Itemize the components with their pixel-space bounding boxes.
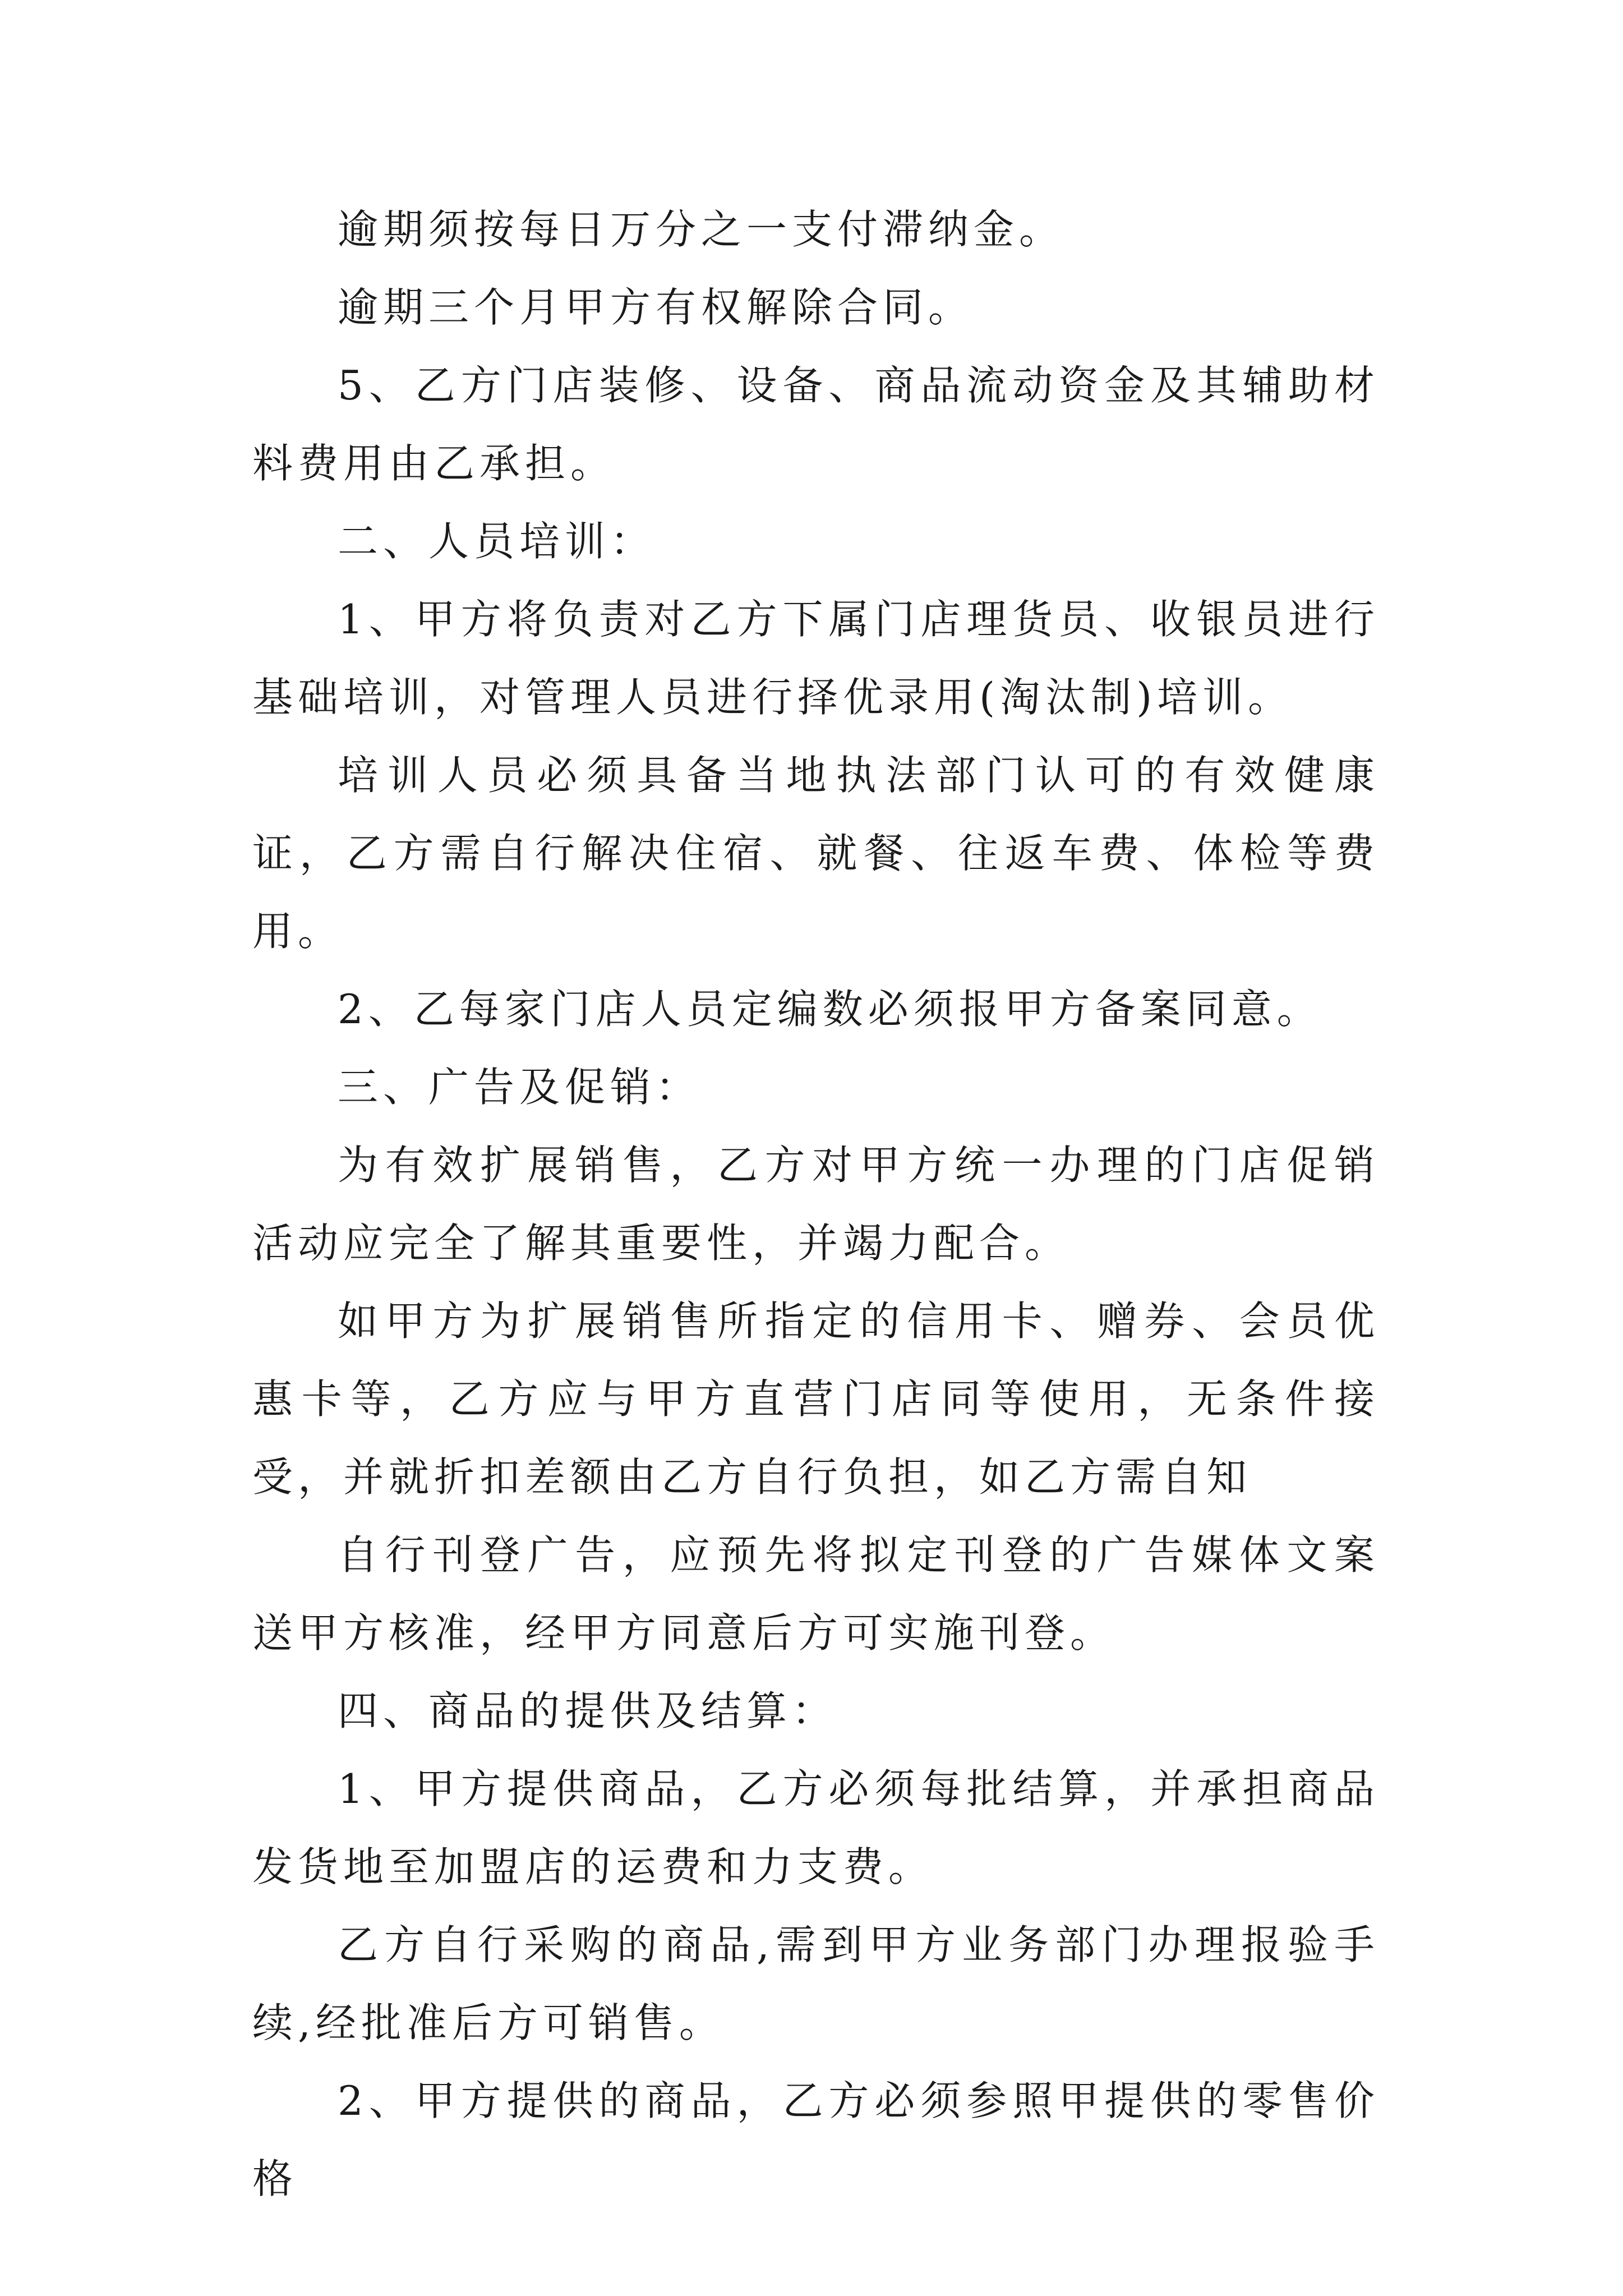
paragraph-training-1: 1、甲方将负责对乙方下属门店理货员、收银员进行基础培训，对管理人员进行择优录用(淘汰制)培训。 (252, 596, 1380, 721)
paragraph-termination: 逾期三个月甲方有权解除合同。 (338, 284, 974, 331)
section-heading-advertising: 三、广告及促销： (338, 1064, 702, 1111)
paragraph-self-purchase: 乙方自行采购的商品,需到甲方业务部门办理报验手续,经批准后方可销售。 (252, 1921, 1380, 2046)
section-heading-training: 二、人员培训： (338, 518, 656, 565)
paragraph-staffing: 2、乙每家门店人员定编数必须报甲方备案同意。 (338, 986, 1322, 1033)
section-heading-goods-settlement: 四、商品的提供及结算： (338, 1687, 838, 1734)
paragraph-late-fee: 逾期须按每日万分之一支付滞纳金。 (338, 206, 1065, 253)
paragraph-health-certificate: 培训人员必须具备当地执法部门认可的有效健康证，乙方需自行解决住宿、就餐、往返车费、体检等费用。 (252, 752, 1380, 955)
paragraph-discount-cards: 如甲方为扩展销售所指定的信用卡、赠券、会员优惠卡等，乙方应与甲方直营门店同等使用，无条件接受，并就折扣差额由乙方自行负担，如乙方需自知 (252, 1297, 1380, 1501)
paragraph-self-advertising: 自行刊登广告，应预先将拟定刊登的广告媒体文案送甲方核准，经甲方同意后方可实施刊登。 (252, 1531, 1380, 1657)
paragraph-goods-2: 2、甲方提供的商品，乙方必须参照甲提供的零售价格 (252, 2077, 1380, 2202)
paragraph-goods-1: 1、甲方提供商品，乙方必须每批结算，并承担商品发货地至加盟店的运费和力支费。 (252, 1765, 1380, 1890)
paragraph-store-costs: 5、乙方门店装修、设备、商品流动资金及其辅助材料费用由乙承担。 (252, 362, 1380, 487)
paragraph-promotion: 为有效扩展销售，乙方对甲方统一办理的门店促销活动应完全了解其重要性，并竭力配合。 (252, 1142, 1380, 1267)
document-body (252, 191, 1380, 2218)
